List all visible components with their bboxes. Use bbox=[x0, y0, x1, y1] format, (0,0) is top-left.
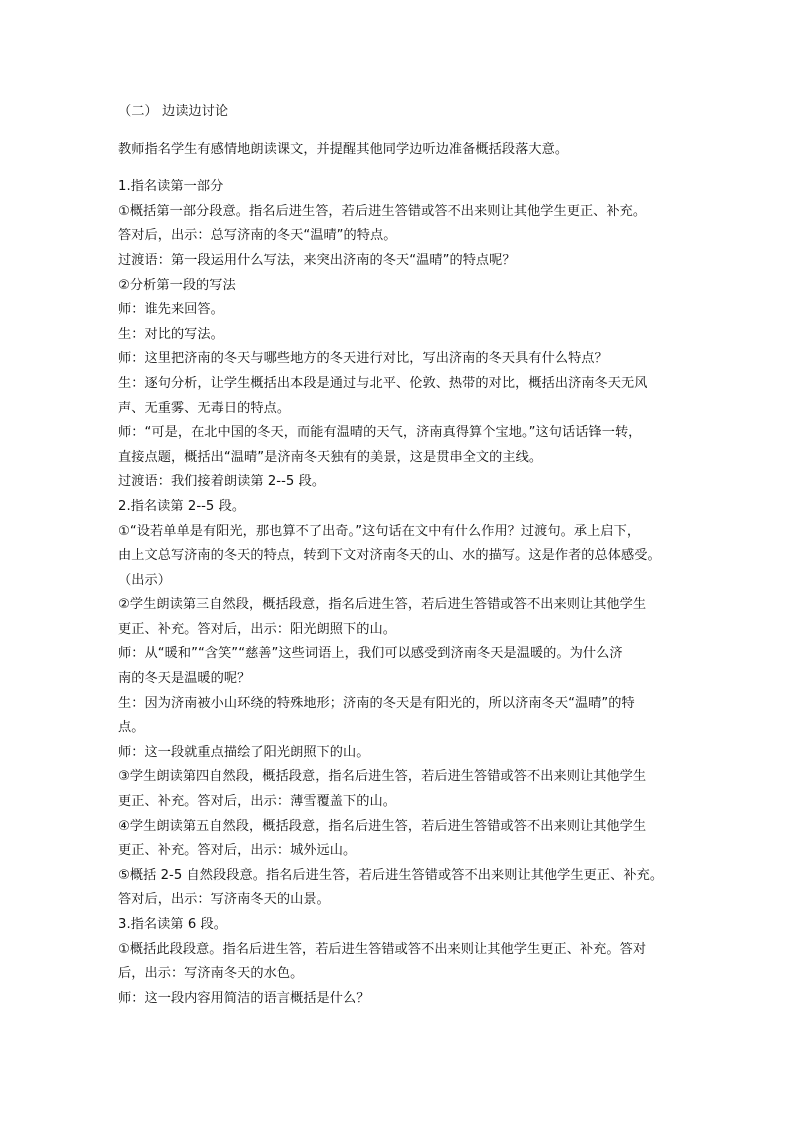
text-line: 2.指名读第 2--5 段。 bbox=[118, 498, 246, 514]
text-line: 点。 bbox=[118, 720, 145, 736]
intro-paragraph: 教师指名学生有感情地朗读课文，并提醒其他同学边听边准备概括段落大意。 bbox=[118, 141, 569, 157]
text-line: 生：因为济南被小山环绕的特殊地形；济南的冬天是有阳光的，所以济南冬天“温晴”的特 bbox=[118, 695, 635, 711]
text-line: 师：谁先来回答。 bbox=[118, 302, 224, 318]
text-line: ①概括此段段意。指名后进生答，若后进生答错或答不出来则让其他学生更正、补充。答对 bbox=[118, 941, 647, 957]
text-line: 师：“可是，在北中国的冬天，而能有温晴的天气，济南真得算个宝地。”这句话话锋一转， bbox=[118, 425, 642, 441]
text-line: ②学生朗读第三自然段，概括段意，指名后进生答，若后进生答错或答不出来则让其他学生 bbox=[118, 597, 647, 613]
text-line: 师：从“暖和”“含笑”“慈善”这些词语上，我们可以感受到济南冬天是温暖的。为什么济 bbox=[118, 646, 623, 662]
text-line: 答对后，出示：写济南冬天的山景。 bbox=[118, 892, 330, 908]
text-line: 过渡语：第一段运用什么写法，来突出济南的冬天“温晴”的特点呢？ bbox=[118, 252, 516, 268]
text-line: 更正、补充。答对后，出示：阳光朗照下的山。 bbox=[118, 621, 396, 637]
text-line: 由上文总写济南的冬天的特点，转到下文对济南冬天的山、水的描写。这是作者的总体感受。 bbox=[118, 548, 661, 564]
text-line: 生：逐句分析，让学生概括出本段是通过与北平、伦敦、热带的对比，概括出济南冬天无风 bbox=[118, 375, 648, 391]
text-line: ①“设若单单是有阳光，那也算不了出奇。”这句话在文中有什么作用？过渡句。承上启下， bbox=[118, 523, 641, 539]
document-page bbox=[118, 100, 684, 1011]
text-line: ④学生朗读第五自然段，概括段意，指名后进生答，若后进生答错或答不出来则让其他学生 bbox=[118, 818, 647, 834]
body-text bbox=[118, 175, 684, 1011]
text-line: 声、无重雾、无毒日的特点。 bbox=[118, 400, 291, 416]
text-line: 后，出示：写济南冬天的水色。 bbox=[118, 966, 304, 982]
text-line: 过渡语：我们接着朗读第 2--5 段。 bbox=[118, 474, 326, 490]
section-title: （二） 边读边讨论 bbox=[118, 104, 229, 119]
text-line: ⑤概括 2-5 自然段段意。指名后进生答，若后进生答错或答不出来则让其他学生更正、补充。 bbox=[118, 867, 664, 883]
text-line: 答对后，出示：总写济南的冬天“温晴”的特点。 bbox=[118, 228, 397, 244]
text-line: 1.指名读第一部分 bbox=[118, 179, 224, 195]
text-line: 南的冬天是温暖的呢？ bbox=[118, 671, 251, 687]
text-line: 师：这一段就重点描绘了阳光朗照下的山。 bbox=[118, 744, 370, 760]
text-line: 师：这一段内容用简洁的语言概括是什么？ bbox=[118, 990, 370, 1006]
text-line: 师：这里把济南的冬天与哪些地方的冬天进行对比，写出济南的冬天具有什么特点？ bbox=[118, 351, 608, 367]
text-line: 直接点题，概括出“温晴”是济南冬天独有的美景，这是贯串全文的主线。 bbox=[118, 449, 543, 465]
text-line: （出示） bbox=[118, 572, 171, 588]
text-line: ①概括第一部分段意。指名后进生答，若后进生答错或答不出来则让其他学生更正、补充。 bbox=[118, 203, 647, 219]
text-line: 3.指名读第 6 段。 bbox=[118, 917, 228, 932]
text-line: 更正、补充。答对后，出示：薄雪覆盖下的山。 bbox=[118, 794, 396, 810]
text-line: ②分析第一段的写法 bbox=[118, 277, 236, 293]
text-line: 更正、补充。答对后，出示：城外远山。 bbox=[118, 843, 357, 859]
text-line: 生：对比的写法。 bbox=[118, 326, 224, 342]
text-line: ③学生朗读第四自然段，概括段意，指名后进生答，若后进生答错或答不出来则让其他学生 bbox=[118, 769, 647, 785]
